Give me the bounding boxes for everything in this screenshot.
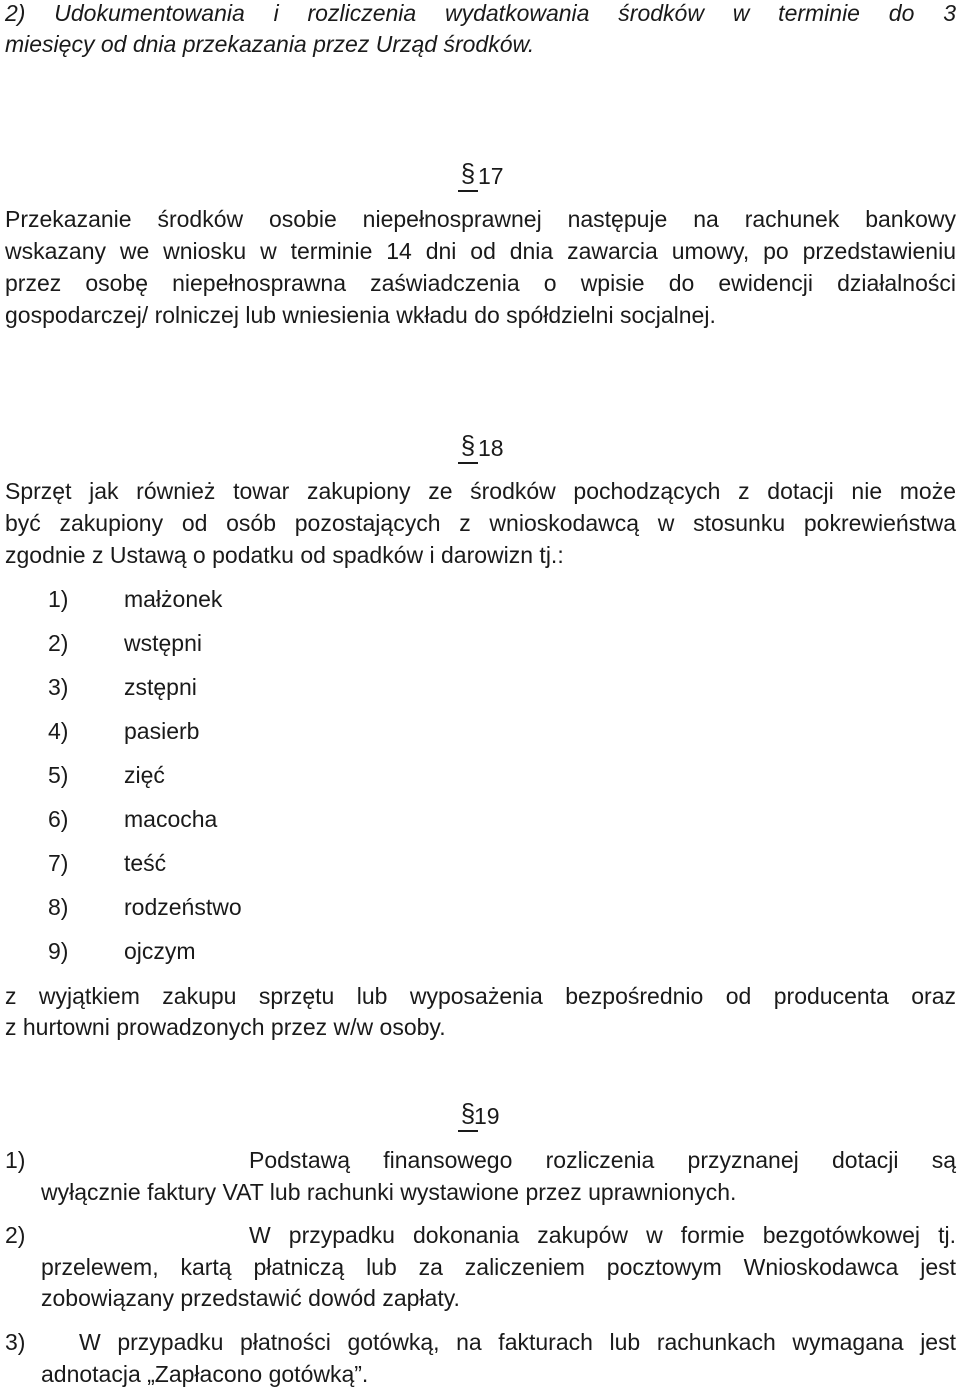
list-item-number: 6) <box>48 806 69 832</box>
item-text-line-2: adnotacja „Zapłacono gotówką”. <box>41 1360 369 1387</box>
section-18-line-2: być zakupiony od osób pozostających z wnioskodawcą w stosunku pokrewieństwa <box>5 510 956 536</box>
list-item-text: wstępni <box>124 630 202 656</box>
list-item-text: pasierb <box>124 718 200 744</box>
list-item <box>48 804 348 836</box>
list-item-number: 7) <box>48 850 69 876</box>
list-item-text: ojczym <box>124 938 196 964</box>
section-symbol-icon: § <box>458 162 478 192</box>
list-item-text: rodzeństwo <box>124 894 242 920</box>
section-18-closing-line-1: z wyjątkiem zakupu sprzętu lub wyposażenia bezpośrednio od producenta oraz <box>5 983 956 1009</box>
top-paragraph-line-2: miesięcy od dnia przekazania przez Urząd środków. <box>5 31 535 57</box>
list-item-text: zięć <box>124 762 165 788</box>
section-18-line-3: zgodnie z Ustawą o podatku od spadków i darowizn tj.: <box>5 542 564 568</box>
section-17-line-1: Przekazanie środków osobie niepełnosprawnej następuje na rachunek bankowy <box>5 206 956 232</box>
item-text-line-1: W przypadku dokonania zakupów w formie bezgotówkowej tj. <box>249 1222 956 1248</box>
list-item <box>48 584 348 616</box>
list-item-number: 4) <box>48 718 69 744</box>
section-17-line-4: gospodarczej/ rolniczej lub wniesienia wkładu do spółdzielni socjalnej. <box>5 302 716 328</box>
section-symbol-icon: § <box>458 1102 478 1132</box>
list-item-number: 2) <box>48 630 69 656</box>
list-item <box>48 716 348 748</box>
top-paragraph-line-1: 2) Udokumentowania i rozliczenia wydatkowania środków w terminie do 3 <box>5 0 956 26</box>
list-item-text: macocha <box>124 806 218 832</box>
section-18-line-1: Sprzęt jak również towar zakupiony ze środków pochodzących z dotacji nie może <box>5 478 956 504</box>
item-text-line-3: zobowiązany przedstawić dowód zapłaty. <box>41 1285 460 1311</box>
section-number: 19 <box>474 1103 500 1129</box>
list-item <box>48 672 348 704</box>
item-text-line-1: W przypadku płatności gotówką, na fakturach lub rachunkach wymagana jest <box>79 1329 956 1355</box>
list-item-number: 3) <box>48 674 69 700</box>
item-text-line-2: wyłącznie faktury VAT lub rachunki wystawione przez uprawnionych. <box>41 1178 737 1205</box>
item-text-line-2: przelewem, kartą płatniczą lub za zaliczeniem pocztowym Wnioskodawca jest <box>41 1253 956 1280</box>
list-item-number: 1) <box>48 586 69 612</box>
list-item-number: 9) <box>48 938 69 964</box>
list-item <box>48 892 348 924</box>
list-item <box>48 936 348 968</box>
section-number: 18 <box>478 435 504 461</box>
item-text-line-1: Podstawą finansowego rozliczenia przyznanej dotacji są <box>249 1147 956 1173</box>
item-number: 3) <box>5 1329 26 1355</box>
section-number: 17 <box>478 163 504 189</box>
list-item-text: małżonek <box>124 586 223 612</box>
item-number: 2) <box>5 1222 26 1248</box>
list-item-text: teść <box>124 850 167 876</box>
list-item-text: zstępni <box>124 674 197 700</box>
item-number: 1) <box>5 1147 26 1173</box>
list-item-number: 5) <box>48 762 69 788</box>
list-item <box>48 760 348 792</box>
section-17-line-2: wskazany we wniosku w terminie 14 dni od dnia zawarcia umowy, po przedstawieniu <box>5 238 956 264</box>
section-17-line-3: przez osobę niepełnosprawna zaświadczenia o wpisie do ewidencji działalności <box>5 270 956 296</box>
section-symbol-icon: § <box>458 434 478 464</box>
list-item <box>48 628 348 660</box>
list-item <box>48 848 348 880</box>
list-item-number: 8) <box>48 894 69 920</box>
section-18-closing-line-2: z hurtowni prowadzonych przez w/w osoby. <box>5 1014 446 1040</box>
